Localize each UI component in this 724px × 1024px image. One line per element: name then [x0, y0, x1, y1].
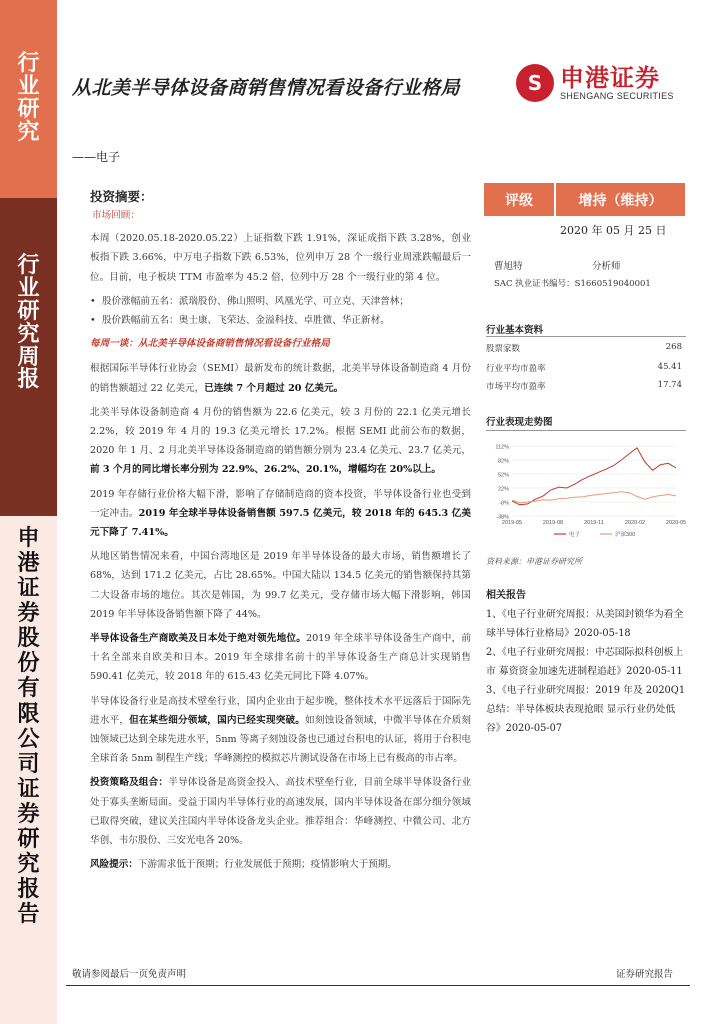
- chart-legend-label: 电子: [569, 532, 581, 538]
- rating-value: 增持（维持）: [554, 183, 685, 216]
- industry-data-rule: [486, 336, 686, 337]
- paragraph-risk: 风险提示：下游需求低于预期；行业发展低于预期；疫情影响大于预期。: [90, 859, 397, 871]
- rating-box: [484, 183, 685, 216]
- footer-disclaimer: 敬请参阅最后一页免责声明: [72, 969, 187, 980]
- chart-x-tick-label: 2019-11: [584, 520, 604, 526]
- chart-title-rule: [486, 430, 686, 431]
- footer-rule: [66, 985, 690, 986]
- report-date: 2020 年 05 月 25 日: [560, 224, 667, 237]
- related-report-item[interactable]: 2、《电子行业研究周报：中芯国际拟科创板上市 募资资金加速先进制程追赶》2020-05-11: [486, 647, 684, 677]
- top-losers: • 股价跌幅前五名：奥士康、飞荣达、金溢科技、卓胜微、华正新材。: [90, 311, 471, 330]
- side-band-middle: [0, 198, 57, 516]
- chart-x-tick-label: 2020-02: [624, 520, 646, 526]
- industry-row-industry-pe: 行业平均市盈率 45.41: [486, 362, 682, 374]
- side-label-industry-research: 行业研究: [17, 50, 40, 145]
- report-subtitle: ——电子: [72, 150, 121, 164]
- industry-performance-chart: [486, 440, 686, 542]
- chart-x-tick-label: 2019-05: [501, 520, 523, 526]
- report-title: 从北美半导体设备商销售情况看设备行业格局: [72, 77, 461, 99]
- footer-report-type: 证券研究报告: [616, 969, 674, 980]
- related-reports-list: [486, 605, 686, 738]
- chart-x-tick-label: 2020-05: [665, 520, 686, 526]
- chart-source: 资料来源：申港证券研究所: [486, 557, 582, 566]
- industry-data-title: 行业基本资料: [486, 325, 544, 336]
- paragraph-regional-sales: 从地区销售情况来看，中国台湾地区是 2019 年半导体设备的最大市场，销售额增长了 68%，达到 171.2 亿美元，占比 28.65%。中国大陆以 134.5 亿美元的销售额保持其第二大设备市场的地位。其次是韩国，为 99.7 亿美元，受存储市场大幅下滑影响，韩国 2019 年半导体设备销售额下降了 44%。: [90, 551, 471, 620]
- rating-label: 评级: [484, 183, 554, 216]
- side-label-company: 申港证券股份有限公司证券研究报告: [17, 525, 40, 928]
- chart-y-tick-label: 82%: [497, 458, 509, 465]
- chart-title: 行业表现走势图: [486, 417, 553, 428]
- chart-y-tick-label: -38%: [496, 514, 509, 521]
- paragraph-2019-sales: 2019 年存储行业价格大幅下滑，影响了存储制造商的资本投资，半导体设备行业也受到一定冲击。2019 年全球半导体设备销售额 597.5 亿美元，较 2018 年的 645.3 亿美元下降了 7.41%。: [90, 488, 472, 539]
- chart-series-line: [512, 492, 676, 503]
- side-label-weekly: 行业研究周报: [17, 252, 40, 393]
- chart-series-line: [512, 448, 676, 505]
- market-review-paragraph: 本周（2020.05.18-2020.05.22）上证指数下跌 1.91%，深证成指下跌 3.28%，创业板指下跌 3.66%，中万电子指数下跌 6.53%，位列申万 28 个一级行业周涨跌幅最后一位。目前，电子板块 TTM 市盈率为 45.2 倍，位列中万 28 个一级行业的第 4 位。: [90, 233, 471, 283]
- logo-name-en: SHENGANG SECURITIES: [560, 91, 674, 101]
- related-report-item[interactable]: 1、《电子行业研究周报：从美国封锁华为看全球半导体行业格局》2020-05-18: [486, 609, 684, 639]
- chart-y-tick-label: 112%: [495, 444, 509, 451]
- paragraph-manufacturers: 半导体设备生产商欧美及日本处于绝对领先地位。2019 年全球半导体设备生产商中，前十名全部来自欧美和日本。2019 年全球排名前十的半导体设备生产商总计实现销售 590.41 亿美元，较 2018 年的 615.43 亿美元同比下降 4.07%。: [90, 633, 471, 683]
- related-reports-title: 相关报告: [486, 590, 526, 601]
- logo-mark-icon: S: [516, 64, 554, 102]
- chart-y-tick-label: 52%: [497, 472, 509, 479]
- related-report-item[interactable]: 3、《电子行业研究周报：2019 年及 2020Q1 总结：半导体板块表现抢眼 显示行业仍处低谷》2020-05-07: [486, 685, 686, 734]
- analyst-license: SAC 执业证书编号：S1660519040001: [494, 279, 651, 289]
- company-logo: [516, 64, 674, 102]
- top-gainers: • 股价涨幅前五名：派瑞股份、佛山照明、风凰光学、可立克、天津普林；: [90, 292, 471, 311]
- paragraph-april-sales: 北美半导体设备制造商 4 月份的销售额为 22.6 亿美元，较 3 月份的 22.1 亿美元增长 2.2%，较 2019 年 4 月的 19.3 亿美元增长 17.2%。根据 SEMI 此前公布的数据，2020 年 1 月、2 月北美半导体设备制造商的销售额分别为 23.4 亿美元、23.7 亿美元，前 3 个月的同比增长率分别为 22.9%、26.2%、20.1%，增幅均在 20%以上。: [90, 406, 471, 476]
- chart-legend-label: 沪深300: [615, 532, 636, 538]
- paragraph-domestic-breakthrough: 半导体设备行业是高技术壁垒行业，国内企业由于起步晚，整体技术水平远落后于国际先进水平，但在某些细分领域，国内已经实现突破。如刻蚀设备领域，中微半导体在介质刻蚀领域已达到全球先进水平，5nm 等离子刻蚀设备也已通过台积电的认证，将用于台积电全球首条 5nm 制程生产线；华峰测控的模拟芯片测试设备在市场上已有极高的市占率。: [90, 695, 472, 765]
- summary-section: [90, 188, 471, 880]
- paragraph-strategy: 投资策略及组合：半导体设备是高资金投入、高技术壁垒行业，目前全球半导体设备行业处于寡头垄断局面。受益于国内半导体行业的高速发展，国内半导体设备在部分细分领域已取得突破，建议关注国内半导体设备龙头企业。推荐组合：华峰测控、中微公司、北方华创、韦尔股份、三安光电各 20%。: [90, 777, 472, 847]
- analyst-role: 分析师: [592, 261, 621, 272]
- analyst-name: 曹旭特: [494, 261, 523, 272]
- market-review-label: 市场回顾：: [92, 210, 140, 221]
- weekly-topic-heading: 每周一谈：从北美半导体设备商销售情况看设备行业格局: [90, 338, 330, 350]
- summary-title: 投资摘要：: [90, 189, 153, 204]
- chart-x-tick-label: 2019-08: [542, 520, 564, 526]
- industry-row-market-pe: 市场平均市盈率 17.74: [486, 380, 682, 392]
- stock-movers-list: [90, 292, 471, 330]
- side-band-top: [0, 0, 57, 198]
- paragraph-semi-sales: 根据国际半导体行业协会（SEMI）最新发布的统计数据，北美半导体设备制造商 4 月份的销售额超过 22 亿美元，已连续 7 个月超过 20 亿美元。: [90, 363, 471, 394]
- industry-row-stock-count: 股票家数 268: [486, 342, 682, 354]
- chart-y-tick-label: -8%: [499, 500, 509, 507]
- side-band-bottom: [0, 516, 57, 1024]
- logo-name-cn: 申港证券: [560, 64, 660, 92]
- chart-y-tick-label: 22%: [497, 486, 509, 493]
